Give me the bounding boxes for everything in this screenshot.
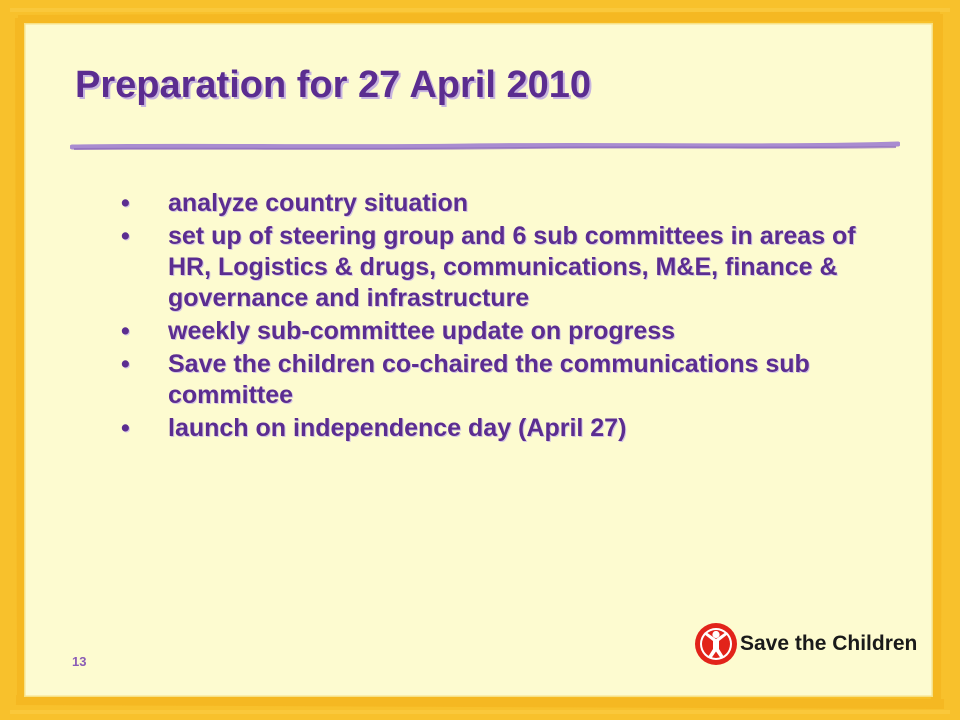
bullet-symbol: • (121, 414, 130, 442)
bullet-symbol: • (121, 222, 130, 250)
bullet-text: Save the children co-chaired the communications sub committee (168, 350, 810, 409)
bullet-list (118, 188, 858, 446)
title-divider-line (70, 136, 900, 156)
bullet-text: analyze country situation (168, 189, 469, 217)
save-the-children-logo (694, 622, 918, 668)
page-number: 13 (72, 654, 87, 669)
bullet-symbol: • (121, 317, 130, 345)
bullet-item (118, 413, 858, 444)
bullet-item (118, 349, 858, 411)
bullet-item (118, 316, 858, 347)
bullet-symbol: • (121, 189, 130, 217)
bullet-text: launch on independence day (April 27) (168, 414, 627, 442)
bullet-symbol: • (121, 350, 130, 378)
bullet-text: set up of steering group and 6 sub committees in areas of HR, Logistics & drugs, communications, M&E, finance & governance and infrastructure (168, 222, 856, 312)
logo-wordmark: Save the Children (740, 632, 918, 655)
bullet-item (118, 221, 858, 314)
slide-title: Preparation for 27 April 2010 (75, 64, 592, 106)
bullet-item (118, 188, 858, 219)
save-the-children-child-logo-icon (694, 622, 738, 666)
bullet-text: weekly sub-committee update on progress (168, 317, 676, 345)
